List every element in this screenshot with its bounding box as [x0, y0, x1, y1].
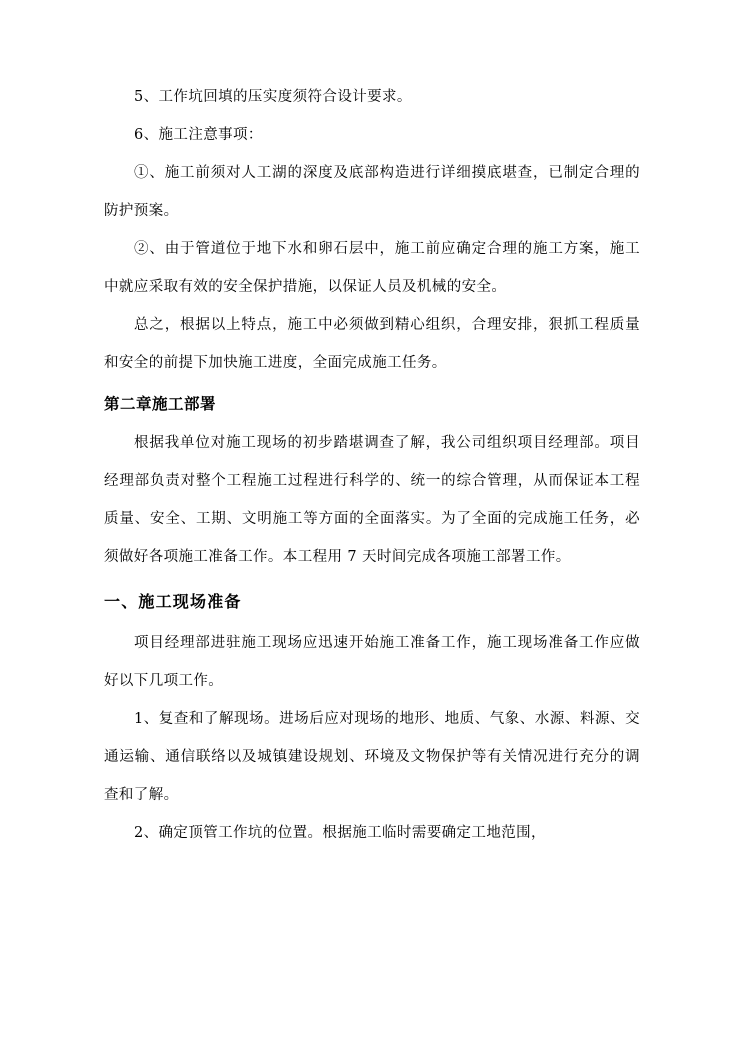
paragraph-item-1-survey: 1、复查和了解现场。进场后应对现场的地形、地质、气象、水源、料源、交通运输、通信联络以及城镇建设规划、环境及文物保护等有关情况进行充分的调查和了解。 — [104, 711, 640, 803]
paragraph-site-preparation-intro: 项目经理部进驻施工现场应迅速开始施工准备工作，施工现场准备工作应做好以下几项工作。 — [104, 635, 640, 689]
document-body — [104, 78, 640, 852]
paragraph-project-management: 根据我单位对施工现场的初步踏堪调查了解，我公司组织项目经理部。项目经理部负责对整个工程施工过程进行科学的、统一的综合管理，从而保证本工程质量、安全、工期、文明施工等方面的全面落实。为了全面的完成施工任务，必须做好各项施工准备工作。本工程用 7 天时间完成各项施工部署工作。 — [104, 435, 640, 565]
paragraph-compaction-requirement: 5、工作坑回填的压实度须符合设计要求。 — [134, 89, 412, 105]
paragraph-construction-notes-heading: 6、施工注意事项： — [134, 127, 263, 143]
paragraph-summary: 总之，根据以上特点，施工中必须做到精心组织，合理安排，狠抓工程质量和安全的前提下加快施工进度，全面完成施工任务。 — [104, 317, 640, 371]
paragraph-note-1: ①、施工前须对人工湖的深度及底部构造进行详细摸底堪查，已制定合理的防护预案。 — [104, 165, 640, 219]
heading-chapter-two: 第二章施工部署 — [104, 394, 217, 413]
paragraph-item-2-pit-location: 2、确定顶管工作坑的位置。根据施工临时需要确定工地范围， — [134, 825, 546, 841]
paragraph-note-2: ②、由于管道位于地下水和卵石层中，施工前应确定合理的施工方案，施工中就应采取有效的安全保护措施，以保证人员及机械的安全。 — [104, 241, 640, 295]
heading-section-site-preparation: 一、施工现场准备 — [104, 592, 242, 611]
